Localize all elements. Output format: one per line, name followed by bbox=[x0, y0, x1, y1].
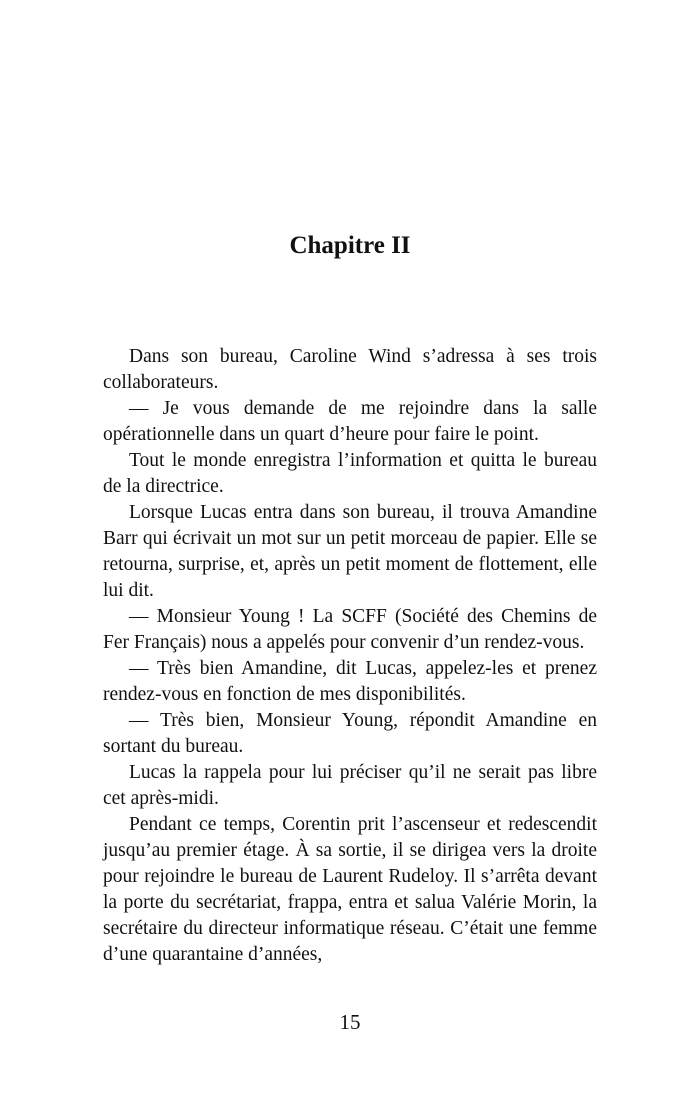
body-text bbox=[103, 344, 597, 968]
paragraph-7: — Très bien, Monsieur Young, répondit Amandine en sortant du bureau. bbox=[103, 710, 597, 757]
paragraph-3: Tout le monde enregistra l’information et quitta le bureau de la directrice. bbox=[103, 450, 597, 497]
paragraph-2: — Je vous demande de me rejoindre dans la salle opérationnelle dans un quart d’heure pour faire le point. bbox=[103, 398, 597, 445]
paragraph-1: Dans son bureau, Caroline Wind s’adressa à ses trois collaborateurs. bbox=[103, 346, 597, 393]
paragraph-4: Lorsque Lucas entra dans son bureau, il trouva Amandine Barr qui écrivait un mot sur un petit morceau de papier. Elle se retourna, surprise, et, après un petit moment de flottement, elle lui dit. bbox=[103, 502, 597, 601]
page-number: 15 bbox=[339, 1010, 361, 1034]
paragraph-5: — Monsieur Young ! La SCFF (Société des Chemins de Fer Français) nous a appelés pour convenir d’un rendez-vous. bbox=[103, 606, 597, 653]
paragraph-8: Lucas la rappela pour lui préciser qu’il ne serait pas libre cet après-midi. bbox=[103, 762, 597, 809]
paragraph-9: Pendant ce temps, Corentin prit l’ascenseur et redescendit jusqu’au premier étage. À sa sortie, il se dirigea vers la droite pour rejoindre le bureau de Laurent Rudeloy. Il s’arrêta devant la porte du secrétariat, frappa, entra et salua Valérie Morin, la secrétaire du directeur informatique réseau. C’était une femme d’une quarantaine d’années, bbox=[103, 814, 597, 965]
paragraph-6: — Très bien Amandine, dit Lucas, appelez-les et prenez rendez-vous en fonction de mes disponibilités. bbox=[103, 658, 597, 705]
chapter-title: Chapitre II bbox=[289, 232, 411, 259]
